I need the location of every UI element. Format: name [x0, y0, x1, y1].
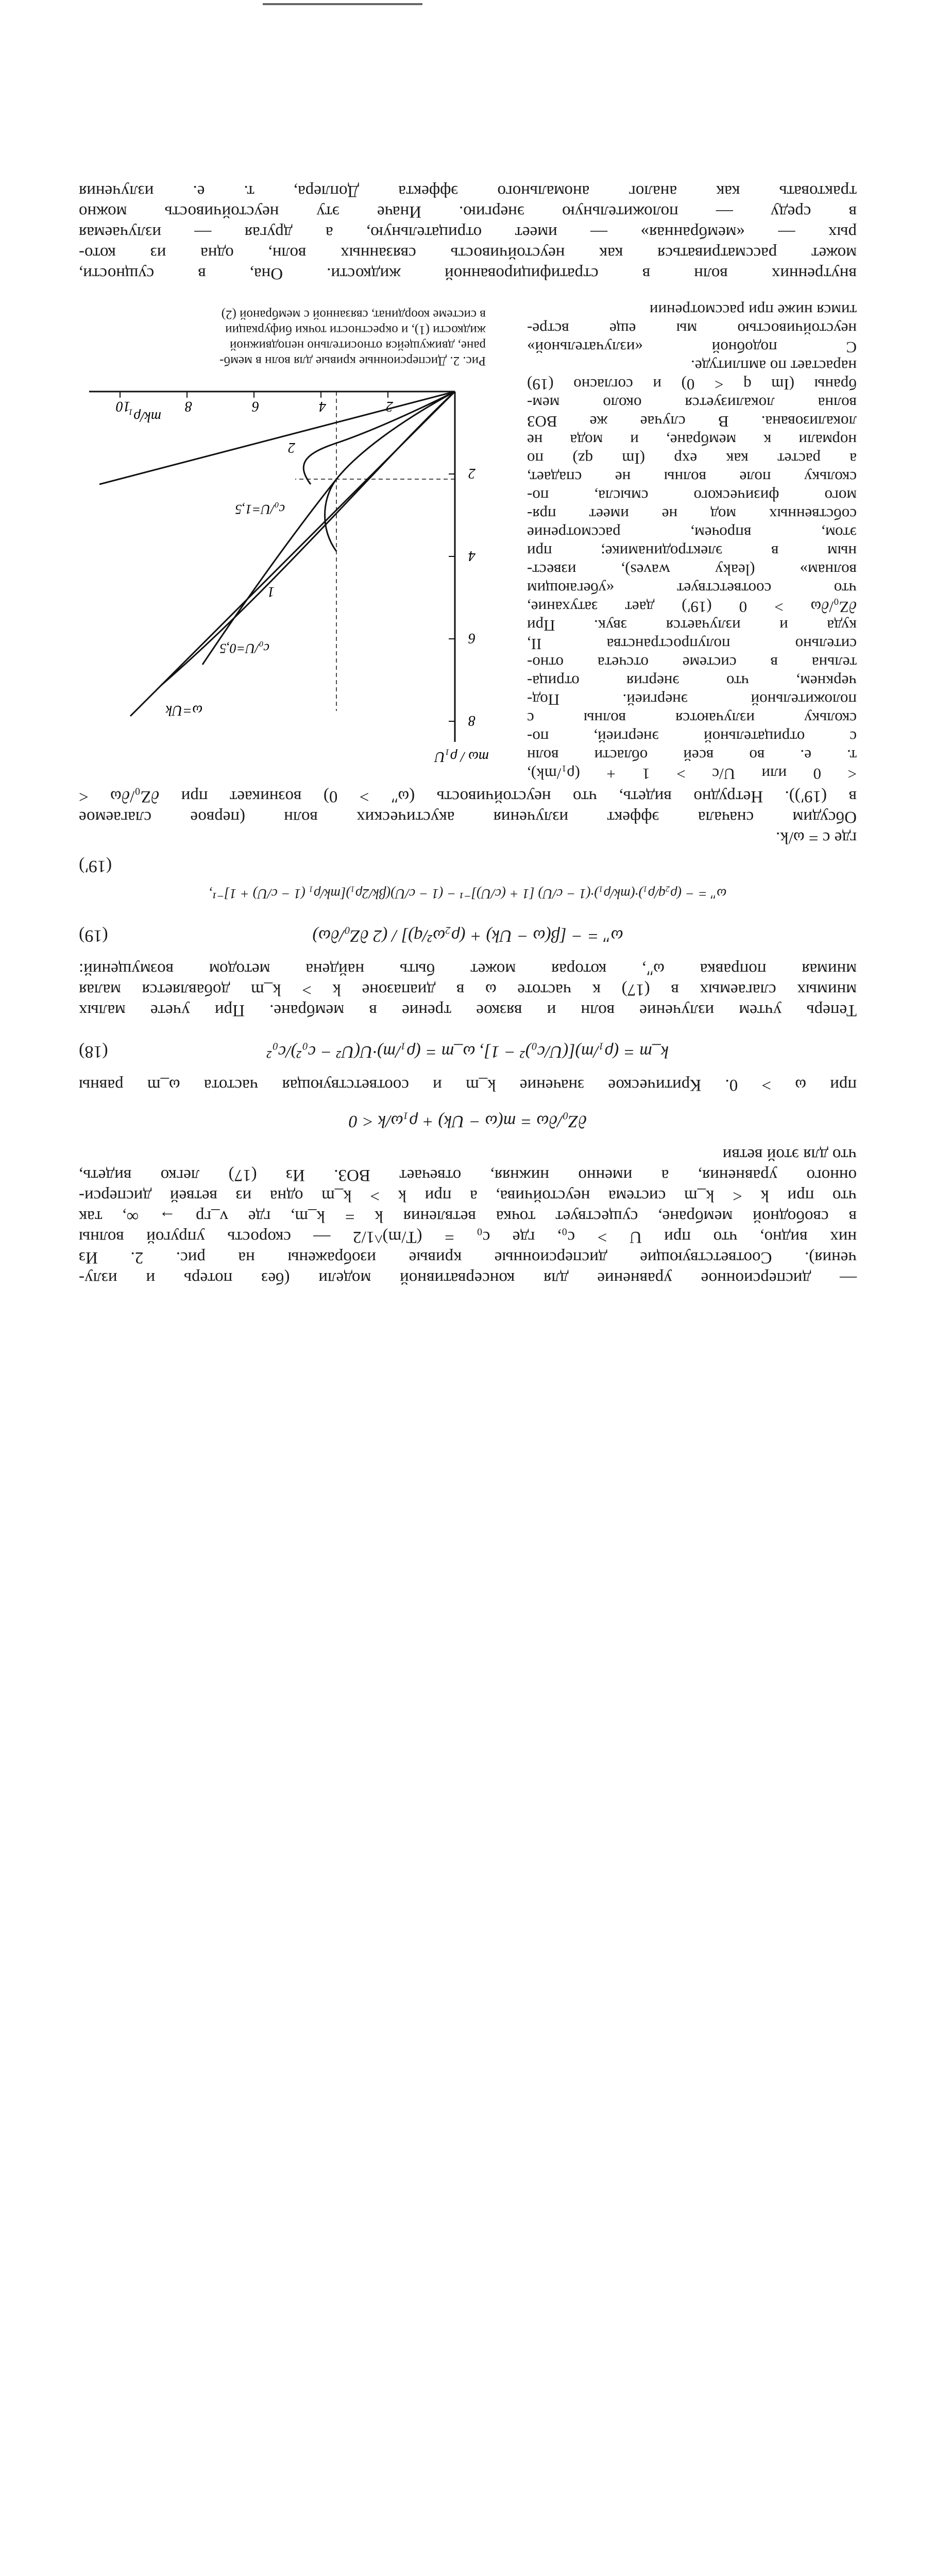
text-line: мнимая поправка ω″, которая может быть найдена методом возмущений:	[79, 960, 857, 978]
text-line: них видно, что при U > c₀, где c₀ = (T/m)^1/2 — скорость упругой волны	[79, 1228, 857, 1246]
equation-number: (18)	[79, 1042, 108, 1061]
text-line: может рассматриваться как неустойчивость связанных волн, одна из кото-	[79, 244, 857, 262]
text-line: скольку поле волны не спадает,	[527, 468, 857, 486]
curve-branch-1	[325, 392, 455, 551]
curve-label: c₀/U=0,5	[219, 641, 269, 656]
text-line: < 0 или U/c > 1 + (ρ₁/mk),	[527, 765, 857, 783]
text-line: черкнем, что энергия отрица-	[527, 672, 857, 690]
x-tick-label: 4	[319, 398, 326, 414]
caption-line: в системе координат, связанной с мембраной (2)	[221, 308, 486, 321]
text-line: Теперь учтем излучение волн и вязкое трение в мембране. При учете малых	[79, 1001, 857, 1020]
text-line: в среду — положительную энергию. Иначе эту неустойчивость можно	[79, 202, 857, 221]
y-tick-label: 8	[468, 713, 476, 728]
formula-block-a	[79, 1105, 857, 1131]
text-line: сительно полупространства II,	[527, 635, 857, 653]
x-tick-label: 10	[116, 398, 130, 414]
equation-number: (19′)	[79, 857, 112, 876]
text-line: этом, впрочем, рассмотрение	[527, 524, 857, 542]
curve-c0-15	[99, 392, 455, 484]
paragraph-acoustic	[79, 786, 857, 848]
x-tick-label: 2	[386, 398, 393, 414]
text-line: волнам» (leaky waves), извест-	[527, 561, 857, 579]
formula-block-19	[79, 914, 857, 945]
text-line: ∂Z₀/∂ω > 0 (19′) дает затухание,	[527, 598, 857, 616]
formula-block-19-prime	[79, 857, 857, 902]
curve-branch-2	[303, 392, 455, 484]
formula-18: k_m = (ρ₁/m)[(U/c₀)² − 1], ω_m = (ρ₁/m)·U(U² − c₀²)/c₀²	[267, 1042, 669, 1061]
text-line: что соответствует «убегающим	[527, 580, 857, 598]
figure-caption	[79, 301, 486, 368]
text-line: трактовать как аналог аномального эффекта Доплера, т. е. излучения	[79, 182, 857, 200]
x-axis-label: mk/ρ₁	[128, 409, 161, 425]
text-line: с отрицательной энергией, по-	[527, 728, 857, 746]
text-column	[527, 294, 857, 783]
x-tick-label: 6	[252, 398, 259, 414]
curve-label: c₀/U=1,5	[235, 502, 285, 517]
text-line: положительной энергией. Под-	[527, 691, 857, 709]
text-line: куда и излучается звук. При	[527, 617, 857, 635]
paragraph-critical	[79, 1074, 857, 1095]
formula-block-18	[79, 1036, 857, 1061]
text-line: а растет как exp (Im qz) по	[527, 450, 857, 468]
text-line: рых — «мембранная» — имеет отрицательную, а другая — излучаемая	[79, 223, 857, 242]
text-line: внутренних волн в стратифицированной жидкости. Она, в сущности,	[79, 264, 857, 283]
text-line: мнимых слагаемых в (17) к частоте ω в диапазоне k > k_m добавляется малая	[79, 980, 857, 999]
formula-group-velocity: ∂Z₀/∂ω = m(ω − Uk) + ρ₁ω/k < 0	[348, 1112, 587, 1131]
text-line: нарастает по амплитуде.	[691, 357, 857, 375]
text-line: ным в электродинамике; при	[527, 543, 857, 561]
text-line: в свободной мембране, существует точка ветвления k = k_m, где v_гр → ∞, так	[79, 1207, 857, 1226]
caption-line: Рис. 2. Дисперсионные кривые для волн в мемб-	[219, 354, 486, 368]
paragraph-intro	[79, 1139, 857, 1288]
caption-line: жидкости (1), и окрестности точки бифуркации	[225, 323, 486, 337]
text-line: С подобной «излучательной»	[527, 338, 857, 357]
curve-label: 2	[288, 439, 295, 455]
paragraph-stratified	[79, 175, 857, 283]
text-line: тельна в системе отсчета отно-	[527, 654, 857, 672]
text-line: скольку излучаются волны с	[527, 709, 857, 727]
y-ticks	[449, 465, 476, 728]
text-line: тимся ниже при рассмотрении	[649, 301, 857, 319]
text-line: при ω > 0. Критическое значение k_m и соответствующая частота ω_m равны	[79, 1076, 857, 1094]
text-line: Обсудим сначала эффект излучения акустических волн (первое слагаемое	[79, 808, 857, 826]
text-line: т. е. во всей области волн	[527, 747, 857, 765]
dispersion-figure	[79, 381, 491, 773]
text-line: чения). Соответствующие дисперсионные кривые изображены на рис. 2. Из	[79, 1248, 857, 1267]
text-line: мого физического смысла, по-	[527, 487, 857, 505]
text-line: онного уравнения, а именно нижняя, отвечает ВОЗ. Из (17) легко видеть,	[79, 1166, 857, 1184]
x-tick-label: 8	[185, 398, 192, 414]
y-axis-label: mω / ρ₁U	[434, 749, 489, 765]
text-line: локализована. В случае же ВОЗ	[527, 413, 857, 431]
text-line: нормали к мембране, и мода не	[527, 431, 857, 449]
formula-19-prime: ω″ = − (ρ₂q/ρ₁)·(mk/ρ₁)·(1 − c/U) [1 + (c/U)]⁻¹ − (1 − c/U)(βk/2ρ₁)[mk/ρ₁ (1 − c/U) + 1]⁻¹,	[209, 886, 727, 902]
formula-19: ω″ = − [β(ω − Uk) + (ρ₂ω²/q)] / (2 ∂Z₀/∂ω)	[312, 926, 623, 945]
text-line: собственных мод не имеет пря-	[527, 505, 857, 523]
text-line: где c = ω/k.	[776, 828, 857, 847]
y-tick-label: 4	[468, 548, 476, 564]
text-line: — дисперсионное уравнение для консервативной модели (без потерь и излу-	[79, 1269, 857, 1287]
y-tick-label: 2	[468, 465, 476, 481]
curve-label: ω=Uk	[165, 702, 202, 718]
y-tick-label: 6	[468, 630, 476, 646]
caption-line: ране, движущейся относительно неподвижной	[230, 338, 486, 352]
paragraph-losses	[79, 958, 857, 1020]
text-line: волна локализуется около мем-	[527, 394, 857, 412]
curve-label: 1	[267, 584, 275, 600]
text-line: в (19′)). Нетрудно видеть, что неустойчивость (ω″ > 0) возникает при ∂Z₀/∂ω <	[79, 787, 857, 806]
equation-number: (19)	[79, 926, 108, 945]
text-line: браны (Im q < 0) и согласно (19)	[527, 376, 857, 394]
text-line: неустойчивостью мы еще встре-	[527, 320, 857, 338]
text-line: что при k < k_m система неустойчива, а при k > k_m одна из ветвей дисперси-	[79, 1187, 857, 1205]
text-line: что для этой ветви	[722, 1145, 857, 1164]
